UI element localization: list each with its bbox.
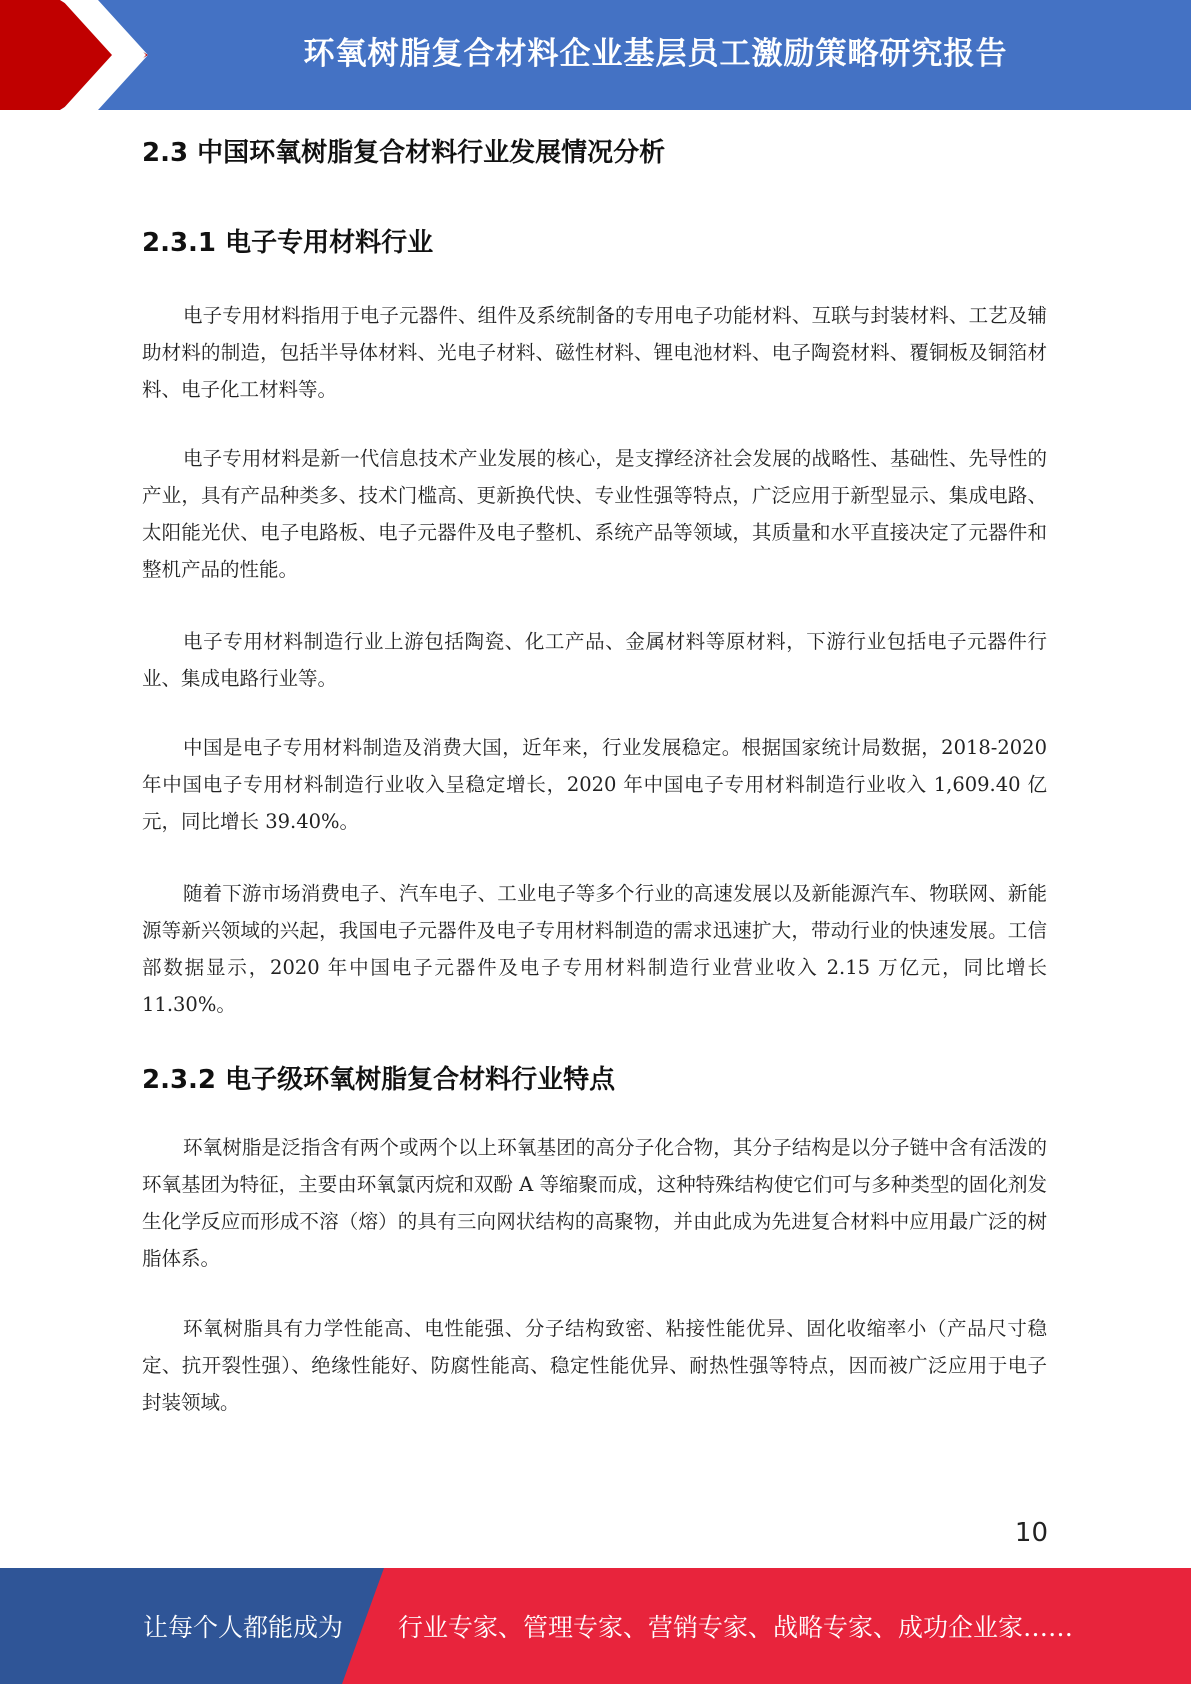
footer-slogan-right: 行业专家、管理专家、营销专家、战略专家、成功企业家…… <box>398 1613 1074 1642</box>
paragraph: 电子专用材料是新一代信息技术产业发展的核心，是支撑经济社会发展的战略性、基础性、先导性的产业，具有产品种类多、技术门槛高、更新换代快、专业性强等特点，广泛应用于新型显示、集成电路、太阳能光伏、电子电路板、电子元器件及电子整机、系统产品等领域，其质量和水平直接决定了元器件和整机产品的性能。 <box>142 447 1047 581</box>
page-footer <box>0 1568 1191 1684</box>
paragraph: 电子专用材料指用于电子元器件、组件及系统制备的专用电子功能材料、互联与封装材料、工艺及辅助材料的制造，包括半导体材料、光电子材料、磁性材料、锂电池材料、电子陶瓷材料、覆铜板及铜箔材料、电子化工材料等。 <box>142 304 1047 401</box>
footer-slogan-left: 让每个人都能成为 <box>143 1613 344 1642</box>
paragraph: 随着下游市场消费电子、汽车电子、工业电子等多个行业的高速发展以及新能源汽车、物联网、新能源等新兴领域的兴起，我国电子元器件及电子专用材料制造的需求迅速扩大，带动行业的快速发展。工信部数据显示，2020 年中国电子元器件及电子专用材料制造行业营业收入 2.15 万亿元，同比增长 11.30%。 <box>142 882 1047 1016</box>
paragraph: 环氧树脂是泛指含有两个或两个以上环氧基团的高分子化合物，其分子结构是以分子链中含有活泼的环氧基团为特征，主要由环氧氯丙烷和双酚 A 等缩聚而成，这种特殊结构使它们可与多种类型的固化剂发生化学反应而形成不溶（熔）的具有三向网状结构的高聚物，并由此成为先进复合材料中应用最广泛的树脂体系。 <box>142 1136 1047 1270</box>
paragraph: 环氧树脂具有力学性能高、电性能强、分子结构致密、粘接性能优异、固化收缩率小（产品尺寸稳定、抗开裂性强）、绝缘性能好、防腐性能高、稳定性能优异、耐热性强等特点，因而被广泛应用于电子封装领域。 <box>142 1317 1047 1414</box>
subsection-heading-2-3-2: 2.3.2 电子级环氧树脂复合材料行业特点 <box>142 1065 616 1095</box>
paragraph: 电子专用材料制造行业上游包括陶瓷、化工产品、金属材料等原材料，下游行业包括电子元器件行业、集成电路行业等。 <box>142 630 1047 690</box>
subsection-heading-2-3-1: 2.3.1 电子专用材料行业 <box>142 228 434 258</box>
section-heading: 2.3 中国环氧树脂复合材料行业发展情况分析 <box>142 138 666 168</box>
paragraph: 中国是电子专用材料制造及消费大国，近年来，行业发展稳定。根据国家统计局数据，2018-2020 年中国电子专用材料制造行业收入呈稳定增长，2020 年中国电子专用材料制造行业收入 1,609.40 亿元，同比增长 39.40%。 <box>142 736 1047 833</box>
page-header <box>0 0 1191 110</box>
report-title: 环氧树脂复合材料企业基层员工激励策略研究报告 <box>303 36 1008 72</box>
page-number: 10 <box>1014 1518 1048 1548</box>
